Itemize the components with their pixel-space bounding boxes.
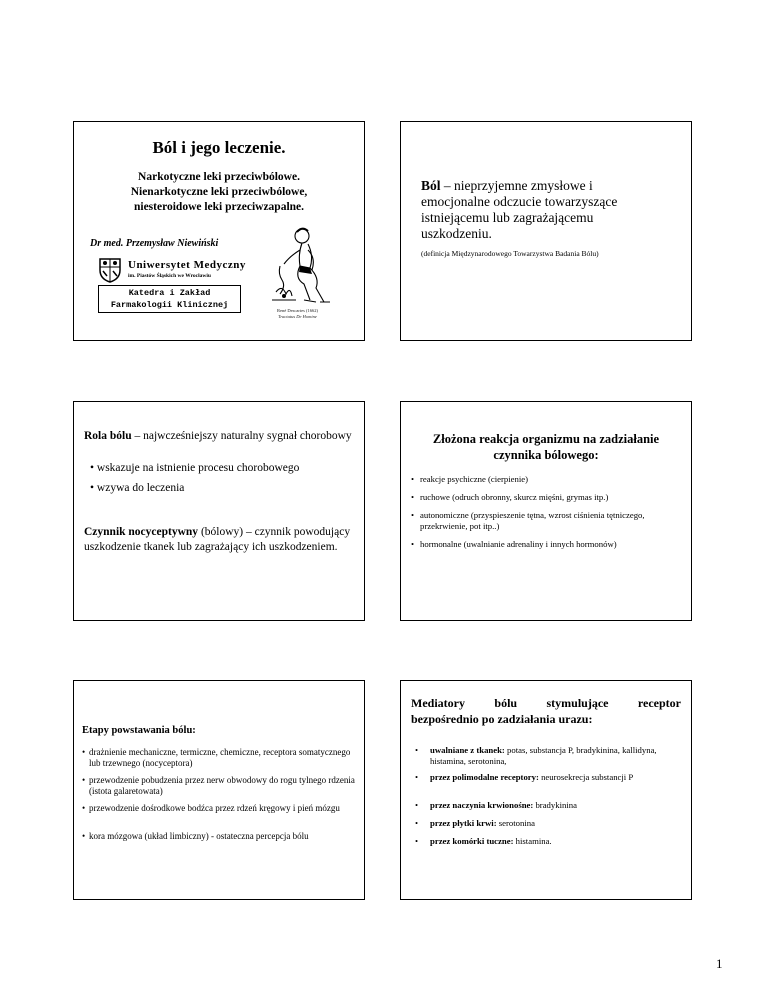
mediator-list: histamina. — [513, 836, 552, 846]
subtitle-line: niesteroidowe leki przeciwzapalne. — [133, 201, 305, 213]
list-item: • wzywa do leczenia — [90, 482, 185, 494]
subtitle-line: Nienarkotyczne leki przeciwbólowe, — [130, 186, 308, 198]
university-name: Uniwersytet Medyczny — [128, 259, 246, 271]
figure-caption — [277, 308, 318, 320]
term-text: – najwcześniejszy naturalny sygnał chorobowy — [131, 430, 352, 442]
slide-6 — [400, 680, 692, 900]
list-item: • przez naczynia krwionośne: bradykinina — [415, 800, 577, 810]
term-text: (bólowy) – czynnik powodujący uszkodzenie tkanek lub zagrażający ich uszkodzeniem. — [84, 526, 351, 553]
slide-subtitle — [94, 170, 344, 215]
list-item-text: autonomiczne (przyspieszenie tętna, wzrost ciśnienia tętniczego, przekrwienie, pot itp..) — [420, 510, 645, 531]
list-item-text: hormonalne (uwalnianie adrenaliny i innych hormonów) — [420, 539, 617, 549]
list-item: • drażnienie mechaniczne, termiczne, chemiczne, receptora somatycznego lub trzewnego (nocyceptora) — [82, 747, 358, 769]
definition-term: Ból — [421, 178, 441, 193]
list-item-text: drażnienie mechaniczne, termiczne, chemiczne, receptora somatycznego lub trzewnego (nocyceptora) — [89, 747, 351, 768]
list-item-text: przewodzenie dośrodkowe bodźca przez rdzeń kręgowy i pień mózgu — [89, 803, 340, 813]
list-item-text: kora mózgowa (układ limbiczny) - ostateczna percepcja bólu — [89, 831, 309, 841]
definition-source: (definicja Międzynarodowego Towarzystwa Badania Bólu) — [421, 249, 599, 258]
list-item-text: wzywa do leczenia — [96, 482, 185, 494]
list-item: • wskazuje na istnienie procesu chorobowego — [90, 462, 300, 474]
mediator-list: neurosekrecja substancji P — [538, 772, 634, 782]
heading-line: czynnika bólowego: — [493, 448, 599, 462]
list-item: • uwalniane z tkanek: potas, substancja P, bradykinina, kallidyna, histamina, serotonina, — [415, 745, 657, 766]
list-item: • autonomiczne (przyspieszenie tętna, wzrost ciśnienia tętniczego, przekrwienie, pot itp..) — [411, 510, 685, 532]
heading-word: stymulujące — [546, 696, 609, 710]
heading-word: Mediatory — [411, 696, 465, 710]
term: Czynnik nocyceptywny — [84, 526, 199, 538]
list-item-text: wskazuje na istnienie procesu chorobowego — [96, 462, 300, 474]
author: Dr med. Przemysław Niewiński — [90, 238, 219, 249]
list-item-text: ruchowe (odruch obronny, skurcz mięśni, grymas itp.) — [420, 492, 609, 502]
mediator-source: przez płytki krwi: — [430, 818, 497, 828]
list-item: • reakcje psychiczne (cierpienie) — [411, 474, 685, 485]
caption-line: René Descartes (1662) — [277, 308, 318, 313]
list-item: • przez płytki krwi: serotonina — [415, 818, 535, 828]
slide-5 — [73, 680, 365, 900]
list-item: • hormonalne (uwalnianie adrenaliny i innych hormonów) — [411, 539, 685, 550]
role-of-pain — [84, 429, 352, 444]
term: Rola bólu — [84, 430, 132, 442]
mediator-list: bradykinina — [533, 800, 577, 810]
list-item: • przez komórki tuczne: histamina. — [415, 836, 552, 846]
department-line: Farmakologii Klinicznej — [110, 300, 229, 310]
list-item: • przez polimodalne receptory: neurosekrecja substancji P — [415, 772, 634, 782]
slide-heading — [407, 431, 685, 463]
mediator-list: serotonina — [496, 818, 535, 828]
slide-2 — [400, 121, 692, 341]
descartes-figure-illustration — [266, 222, 346, 308]
department-box — [98, 285, 241, 313]
slide-4 — [400, 401, 692, 621]
mediator-source: przez polimodalne receptory: — [430, 772, 539, 782]
university-subtitle: im. Piastów Śląskich we Wrocławiu — [128, 273, 211, 279]
heading-word: receptor — [637, 696, 681, 710]
heading-line: Złożona reakcja organizmu na zadziałanie — [432, 432, 660, 446]
subtitle-line: Narkotyczne leki przeciwbólowe. — [138, 171, 300, 183]
list-item: • przewodzenie pobudzenia przez nerw obwodowy do rogu tylnego rdzenia (istota galaretowata) — [82, 775, 358, 797]
caption-line: Tractatus De Homine — [278, 314, 317, 319]
slide-title: Ból i jego leczenie. — [152, 138, 286, 157]
list-item: • przewodzenie dośrodkowe bodźca przez rdzeń kręgowy i pień mózgu — [82, 803, 358, 814]
mediator-source: przez komórki tuczne: — [430, 836, 514, 846]
mediator-list: potas, substancja P, bradykinina, kallidyna, histamina, serotonina, — [430, 745, 657, 766]
slide-3 — [73, 401, 365, 621]
department-line: Katedra i Zakład — [128, 288, 211, 298]
heading-line: bezpośrednio po zadziałania urazu: — [411, 712, 593, 726]
pain-definition — [421, 178, 651, 242]
mediator-source: uwalniane z tkanek: — [430, 745, 505, 755]
mediator-source: przez naczynia krwionośne: — [430, 800, 534, 810]
slide-heading — [411, 695, 681, 727]
slide-heading: Etapy powstawania bólu: — [82, 725, 196, 736]
list-item-text: reakcje psychiczne (cierpienie) — [420, 474, 529, 484]
nociceptive-factor — [84, 525, 352, 555]
heading-word: bólu — [494, 696, 518, 710]
list-item-text: przewodzenie pobudzenia przez nerw obwodowy do rogu tylnego rdzenia (istota galaretowata) — [89, 775, 355, 796]
page-number: 1 — [716, 956, 723, 971]
slide-1 — [73, 121, 365, 341]
list-item: • ruchowe (odruch obronny, skurcz mięśni, grymas itp.) — [411, 492, 685, 503]
list-item: • kora mózgowa (układ limbiczny) - ostateczna percepcja bólu — [82, 831, 358, 842]
university-crest-icon — [98, 257, 122, 283]
definition-text: – nieprzyjemne zmysłowe i emocjonalne odczucie towarzyszące istniejącemu lub zagrażającemu uszkodzeniu. — [421, 178, 618, 241]
